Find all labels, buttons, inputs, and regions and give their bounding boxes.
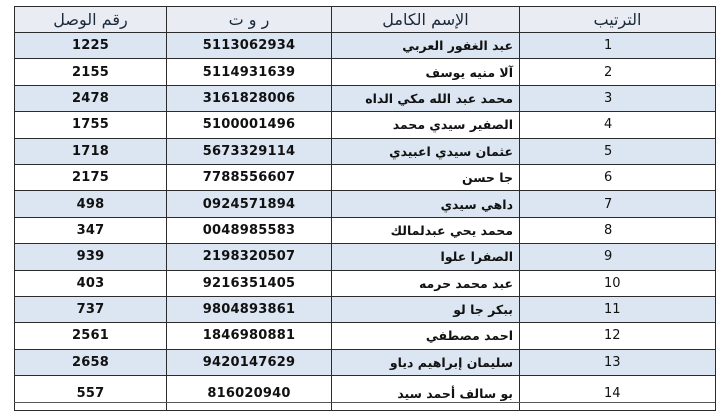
cell-rank: 14: [520, 376, 716, 411]
cell-receipt-number: 2155: [15, 59, 167, 85]
cell-receipt-number: 1755: [15, 112, 167, 138]
cell-full-name: آلا منيه يوسف: [332, 59, 520, 85]
cell-rank: 6: [520, 164, 716, 190]
cell-receipt-number: 737: [15, 296, 167, 322]
cell-full-name: عثمان سيدي اعبيدي: [332, 138, 520, 164]
cell-receipt-number: 2561: [15, 323, 167, 349]
cell-receipt-number: 2175: [15, 164, 167, 190]
cell-rout: 0048985583: [167, 217, 332, 243]
table-row: [15, 270, 716, 296]
table-row: [15, 323, 716, 349]
cell-full-name: احمد مصطفي: [332, 323, 520, 349]
cell-full-name: الصفرا علوا: [332, 244, 520, 270]
cell-rank: 3: [520, 85, 716, 111]
cell-rank: 2: [520, 59, 716, 85]
table-header-row: [15, 7, 716, 33]
cell-receipt-number: 403: [15, 270, 167, 296]
cell-full-name: جا حسن: [332, 164, 520, 190]
cell-full-name: عبد محمد حرمه: [332, 270, 520, 296]
cell-receipt-number: 2478: [15, 85, 167, 111]
table-row: [15, 112, 716, 138]
cell-receipt-number: 2658: [15, 349, 167, 375]
cell-rank: 8: [520, 217, 716, 243]
header-rout: ر و ت: [167, 7, 332, 33]
cell-rout: 0924571894: [167, 191, 332, 217]
cell-rank: 4: [520, 112, 716, 138]
cell-rout: 2198320507: [167, 244, 332, 270]
page-bottom-edge: [14, 402, 715, 403]
cell-rout: 9420147629: [167, 349, 332, 375]
header-rank: الترتيب: [520, 7, 716, 33]
cell-full-name: بو سالف أحمد سيد: [332, 376, 520, 411]
table-row: [15, 33, 716, 59]
cell-rank: 13: [520, 349, 716, 375]
cell-full-name: عبد الغفور العربي: [332, 33, 520, 59]
cell-receipt-number: 1718: [15, 138, 167, 164]
cell-full-name: محمد عبد الله مكي الداه: [332, 85, 520, 111]
cell-full-name: الصفير سيدي محمد: [332, 112, 520, 138]
cell-receipt-number: 1225: [15, 33, 167, 59]
table-row: [15, 217, 716, 243]
table-row: [15, 376, 716, 411]
cell-rout: 7788556607: [167, 164, 332, 190]
cell-rank: 12: [520, 323, 716, 349]
cell-rout: 816020940: [167, 376, 332, 411]
table-row: [15, 138, 716, 164]
cell-receipt-number: 557: [15, 376, 167, 411]
cell-rout: 5113062934: [167, 33, 332, 59]
cell-full-name: داهي سيدي: [332, 191, 520, 217]
header-full-name: الإسم الكامل: [332, 7, 520, 33]
cell-receipt-number: 498: [15, 191, 167, 217]
cell-rout: 3161828006: [167, 85, 332, 111]
cell-rank: 9: [520, 244, 716, 270]
cell-rout: 5114931639: [167, 59, 332, 85]
cell-rank: 7: [520, 191, 716, 217]
cell-full-name: سليمان إبراهيم دياو: [332, 349, 520, 375]
cell-rout: 9216351405: [167, 270, 332, 296]
table-row: [15, 85, 716, 111]
table-row: [15, 191, 716, 217]
cell-full-name: ببكر جا لو: [332, 296, 520, 322]
cell-rout: 5673329114: [167, 138, 332, 164]
cell-receipt-number: 347: [15, 217, 167, 243]
results-table: [14, 6, 716, 411]
cell-rank: 11: [520, 296, 716, 322]
table-row: [15, 59, 716, 85]
cell-receipt-number: 939: [15, 244, 167, 270]
cell-rank: 5: [520, 138, 716, 164]
table-row: [15, 244, 716, 270]
cell-rout: 9804893861: [167, 296, 332, 322]
cell-full-name: محمد يحي عبدلمالك: [332, 217, 520, 243]
cell-rout: 5100001496: [167, 112, 332, 138]
cell-rout: 1846980881: [167, 323, 332, 349]
header-receipt-number: رقم الوصل: [15, 7, 167, 33]
table-row: [15, 164, 716, 190]
table-row: [15, 296, 716, 322]
cell-rank: 1: [520, 33, 716, 59]
cell-rank: 10: [520, 270, 716, 296]
table-row: [15, 349, 716, 375]
